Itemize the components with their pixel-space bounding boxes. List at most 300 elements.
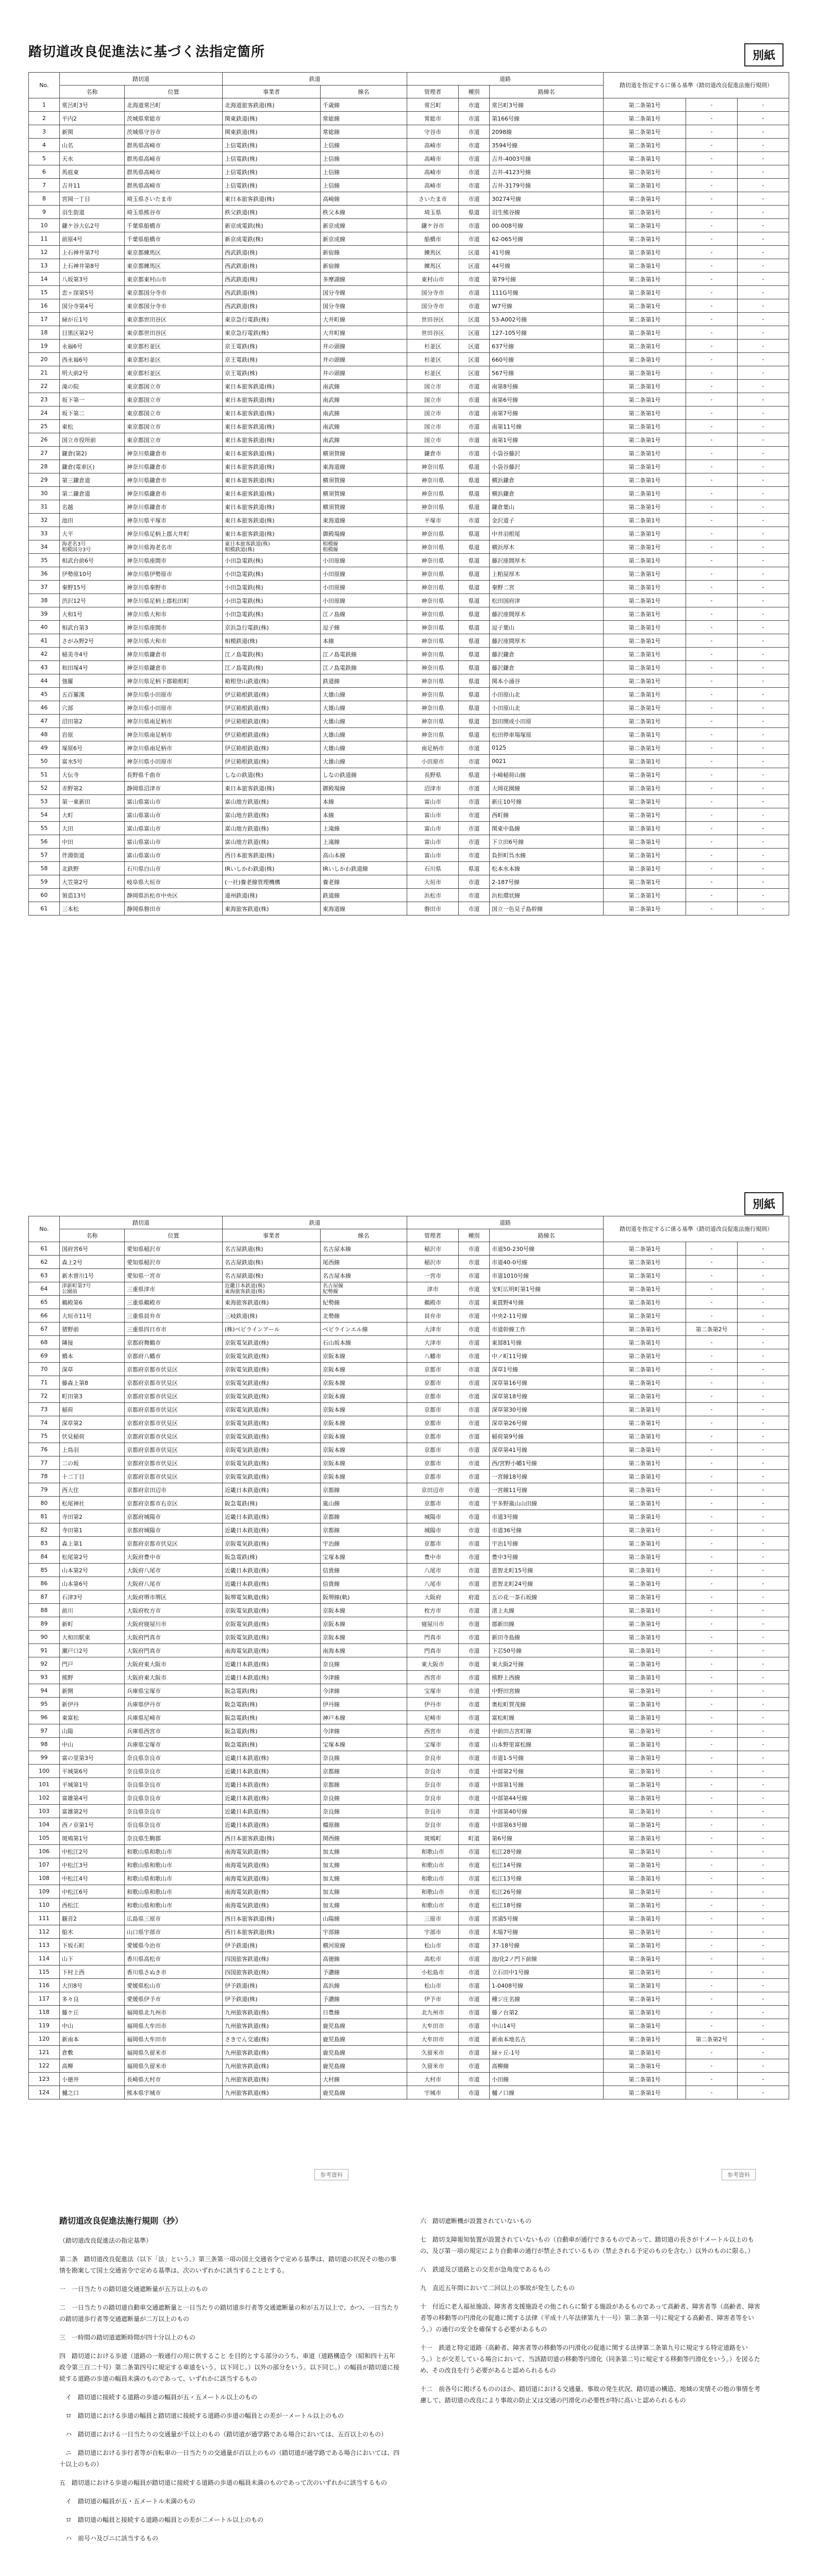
attachment-tag: 別紙 [744,1192,783,1215]
cell-operator: 上信電鉄(株) [223,165,321,179]
cell-route: 秦野二宮 [490,581,604,594]
cell-name: 西大住 [60,1483,125,1497]
cell-basis-2: - [686,152,738,165]
table-row [29,1456,789,1470]
cell-basis-3: - [738,1617,789,1631]
cell-no: 28 [29,460,60,473]
cell-basis-1: 第二条第1号 [604,1671,686,1684]
cell-line: 関西線 [321,1832,407,1845]
cell-basis-3: - [738,1711,789,1724]
cell-basis-2: - [686,420,738,433]
table-row [29,875,789,889]
cell-route: 新田寺島線 [490,1631,604,1644]
cell-location: 京都府京都市伏見区 [125,1470,223,1483]
cell-route: 松江14号線 [490,1858,604,1872]
table-row [29,822,789,835]
cell-operator: 伊予鉄道(株) [223,1939,321,1952]
cell-no: 23 [29,393,60,406]
cell-name: 東富松 [60,1711,125,1724]
cell-manager: 城陽市 [407,1510,459,1523]
cell-basis-3: - [738,259,789,273]
cell-location: 愛知県稲沢市 [125,1256,223,1269]
cell-name: 中松江6号 [60,1885,125,1899]
cell-line: 上信線 [321,139,407,152]
reference-note-left: 参考資料 [314,2169,348,2180]
cell-location: 富山県富山市 [125,795,223,808]
cell-basis-3: - [738,1832,789,1845]
cell-location: 京都府京都市右京区 [125,1497,223,1510]
rule-paragraph: 四 踏切道における歩道（道路の一般通行の用に供すること を目的とする部分のうち、車道（道路構造令（昭和四十五年政令第三百二十号）第二条第四号に規定する車道をいう。以下同じ。）以外の部分をいう。以下同じ。）の幅員が踏切道に接続する道路の歩道の幅員未満のものであって、いずれかに該当するもの [59,2352,400,2382]
cell-route: 藤沢鎌倉 [490,648,604,661]
cell-manager: 神奈川県 [407,554,459,567]
cell-name: 大和田駅東 [60,1631,125,1644]
header-no: No. [29,1216,60,1242]
cell-no: 86 [29,1577,60,1590]
cell-line: 上信線 [321,165,407,179]
cell-basis-3: - [738,1925,789,1939]
reference-note-right: 参考資料 [722,2169,756,2180]
cell-line: 京都線 [321,1765,407,1778]
cell-no: 16 [29,299,60,313]
cell-basis-3: - [738,701,789,715]
cell-route: 中部第1号線 [490,1778,604,1791]
cell-route: 五の花一茶石坂線 [490,1590,604,1604]
table-row [29,1724,789,1738]
cell-route: 市道1-5号線 [490,1751,604,1765]
cell-manager: 大津市 [407,1323,459,1336]
cell-kind: 市道 [459,1497,490,1510]
cell-name: 大笠第2号 [60,875,125,889]
cell-location: 千葉県船橋市 [125,219,223,232]
cell-kind: 市道 [459,1376,490,1389]
cell-basis-3: - [738,808,789,822]
cell-no: 117 [29,1992,60,2006]
cell-manager: 神奈川県 [407,473,459,487]
cell-location: 和歌山県和歌山市 [125,1858,223,1872]
cell-basis-2: - [686,1242,738,1256]
cell-operator: 近畿日本鉄道(株) [223,1791,321,1805]
cell-no: 1 [29,98,60,112]
cell-name: 赤野第2 [60,782,125,795]
cell-basis-2: - [686,674,738,688]
cell-route: 中井羽根尾 [490,527,604,540]
header-basis: 踏切道を指定するに係る基準（踏切道改良促進法施行規則） [604,73,789,98]
cell-basis-2: - [686,2019,738,2032]
rule-paragraph: 二 一日当たりの踏切道自動車交通遮断量と一日当たりの踏切道歩行者等交通遮断量の和が五万以上で、かつ、一日当たりの踏切道歩行者等交通遮断量が二万以上のもの [59,2304,399,2323]
cell-basis-2: - [686,2073,738,2086]
cell-line: 名古屋本線 [321,1242,407,1256]
cell-line: 養老線 [321,875,407,889]
cell-basis-3: - [738,353,789,366]
cell-basis-2: - [686,1577,738,1590]
cell-line: 横須賀線 [321,447,407,460]
cell-basis-2: - [686,447,738,460]
cell-kind: 県道 [459,701,490,715]
cell-kind: 市道 [459,2086,490,2099]
cell-basis-1: 第二条第1号 [604,165,686,179]
cell-basis-2: - [686,487,738,500]
cell-manager: 鎌ケ谷市 [407,219,459,232]
cell-manager: 奈良市 [407,1751,459,1765]
cell-basis-1: 第二条第1号 [604,849,686,862]
cell-line: 上滝線 [321,835,407,849]
cell-no: 20 [29,353,60,366]
cell-manager: 杉並区 [407,340,459,353]
cell-basis-1: 第二条第1号 [604,1912,686,1925]
cell-route: 下立田6号線 [490,835,604,849]
table-row [29,1242,789,1256]
cell-no: 38 [29,594,60,607]
cell-kind: 市道 [459,2059,490,2073]
cell-basis-3: - [738,1389,789,1403]
cell-route: 緑ヶ丘-1号 [490,2046,604,2059]
cell-operator: 伊豆箱根鉄道(株) [223,701,321,715]
cell-no: 19 [29,340,60,353]
cell-basis-3: - [738,1818,789,1832]
cell-kind: 市道 [459,125,490,139]
cell-route: 奥松町賀茂線 [490,1698,604,1711]
cell-route: 国立一色見子島幹線 [490,902,604,916]
cell-basis-3: - [738,1979,789,1992]
cell-location: 京都府八幡市 [125,1349,223,1363]
cell-route: 30274号線 [490,192,604,206]
cell-manager: 北九州市 [407,2006,459,2019]
cell-operator: 伊豆箱根鉄道(株) [223,741,321,755]
cell-name: 新町 [60,1617,125,1631]
cell-location: 東京都練馬区 [125,259,223,273]
cell-manager: 八尾市 [407,1564,459,1577]
cell-basis-1: 第二条第1号 [604,1644,686,1657]
table-row [29,1832,789,1845]
cell-name: 瀬戸口2号 [60,1644,125,1657]
cell-name: 明大前2号 [60,366,125,380]
cell-kind: 市道 [459,1523,490,1537]
cell-basis-3: - [738,1698,789,1711]
cell-basis-3: - [738,1778,789,1791]
cell-basis-3: - [738,165,789,179]
cell-basis-3: - [738,1858,789,1872]
cell-route: 53-A002号線 [490,313,604,326]
cell-basis-1: 第二条第1号 [604,1979,686,1992]
cell-basis-3: - [738,2059,789,2073]
cell-operator: 西日本旅客鉄道(株) [223,1925,321,1939]
cell-name: 松尾神社 [60,1497,125,1510]
cell-kind: 市道 [459,1416,490,1430]
cell-basis-1: 第二条第1号 [604,232,686,246]
table-row [29,165,789,179]
cell-no: 37 [29,581,60,594]
table-row [29,755,789,768]
cell-basis-1: 第二条第1号 [604,1952,686,1965]
cell-route: 南第8号線 [490,380,604,393]
cell-name: 山名 [60,139,125,152]
cell-operator: 伊予鉄道(株) [223,1979,321,1992]
header-railway: 鉄道 [223,1216,407,1229]
cell-basis-2: - [686,527,738,540]
cell-manager: 神奈川県 [407,540,459,554]
cell-line: 本線 [321,795,407,808]
rule-paragraph: 八 鉄道及び道路との交差が急角度であるもの [420,2266,551,2273]
cell-no: 53 [29,795,60,808]
cell-location: 神奈川県足柄上郡大井町 [125,527,223,540]
cell-kind: 県道 [459,648,490,661]
cell-operator: 阪急電鉄(株) [223,1497,321,1510]
cell-no: 8 [29,192,60,206]
cell-no: 63 [29,1269,60,1282]
cell-location: 茨城県常総市 [125,112,223,125]
cell-route: 新南本地名古 [490,2032,604,2046]
cell-line: 大井町線 [321,326,407,340]
cell-location: 茨城県守谷市 [125,125,223,139]
cell-name: 新南本 [60,2032,125,2046]
cell-basis-1: 第二条第1号 [604,795,686,808]
cell-basis-2: - [686,594,738,607]
cell-no: 103 [29,1805,60,1818]
cell-basis-3: - [738,1376,789,1389]
cell-basis-2: - [686,433,738,447]
rule-paragraph: ロ 踏切道における歩道の幅員と踏切道に接続する道路の歩道の幅員との差が一メートル以上のもの [59,2412,344,2419]
cell-route: 深草第18号線 [490,1389,604,1403]
cell-operator: 西武鉄道(株) [223,259,321,273]
cell-basis-3: - [738,661,789,674]
cell-basis-1: 第二条第1号 [604,1845,686,1858]
cell-route: 宇多野嵐山山田線 [490,1497,604,1510]
cell-basis-1: 第二条第1号 [604,728,686,741]
cell-manager: 石川県 [407,862,459,875]
cell-basis-3: - [738,1657,789,1671]
cell-manager: 寝屋川市 [407,1617,459,1631]
cell-no: 31 [29,500,60,514]
cell-location: 愛媛県今治市 [125,1939,223,1952]
cell-kind: 市道 [459,1698,490,1711]
cell-basis-2: - [686,1604,738,1617]
cell-line: 北勢線 [321,1309,407,1323]
cell-route: 市道50-230号線 [490,1242,604,1256]
cell-location: 大阪府寝屋川市 [125,1617,223,1631]
table-row [29,98,789,112]
cell-route: 羽生熊谷線 [490,206,604,219]
cell-basis-1: 第二条第1号 [604,1269,686,1282]
cell-manager: 神奈川県 [407,648,459,661]
cell-no: 6 [29,165,60,179]
cell-manager: 門真市 [407,1631,459,1644]
cell-kind: 県道 [459,206,490,219]
cell-basis-2: - [686,1845,738,1858]
cell-kind: 市道 [459,889,490,902]
cell-name: 町田第3 [60,1389,125,1403]
cell-basis-3: - [738,2046,789,2059]
cell-basis-1: 第二条第1号 [604,1256,686,1269]
cell-manager: 大村市 [407,2073,459,2086]
cell-line: 大雄山線 [321,701,407,715]
cell-operator: 南海電気鉄道(株) [223,1899,321,1912]
cell-manager: 世田谷区 [407,326,459,340]
cell-line: 横河原線 [321,1939,407,1952]
cell-operator: 京阪電気鉄道(株) [223,1336,321,1349]
cell-name: 中松江3号 [60,1858,125,1872]
cell-line: 江ノ島電鉄線 [321,661,407,674]
cell-name: 稲美寺4号 [60,648,125,661]
cell-basis-3: - [738,152,789,165]
cell-name: 大垣市11号 [60,1309,125,1323]
table-row [29,1912,789,1925]
cell-name: 緑が丘1号 [60,313,125,326]
cell-basis-3: - [738,1550,789,1564]
cell-basis-1: 第二条第1号 [604,1497,686,1510]
cell-no: 121 [29,2046,60,2059]
cell-operator: 近畿日本鉄道(株) [223,1523,321,1537]
cell-basis-3: - [738,634,789,648]
table-row [29,313,789,326]
table-row [29,179,789,192]
cell-basis-1: 第二条第1号 [604,701,686,715]
cell-no: 113 [29,1939,60,1952]
cell-line: 高山本線 [321,849,407,862]
cell-basis-1: 第二条第1号 [604,1832,686,1845]
cell-basis-1: 第二条第1号 [604,1698,686,1711]
cell-no: 58 [29,862,60,875]
cell-basis-1: 第二条第1号 [604,1778,686,1791]
cell-basis-1: 第二条第1号 [604,406,686,420]
cell-basis-2: - [686,701,738,715]
cell-basis-3: - [738,1939,789,1952]
cell-no: 2 [29,112,60,125]
cell-kind: 市道 [459,2046,490,2059]
cell-basis-1: 第二条第1号 [604,1349,686,1363]
cell-manager: 神奈川県 [407,581,459,594]
cell-no: 78 [29,1470,60,1483]
cell-line: 京都線 [321,1778,407,1791]
cell-kind: 市道 [459,393,490,406]
cell-operator: 京阪電気鉄道(株) [223,1430,321,1443]
cell-operator: 阪急電鉄(株) [223,1711,321,1724]
cell-name: 大町 [60,808,125,822]
cell-manager: 久留米市 [407,2059,459,2073]
cell-basis-3: - [738,1564,789,1577]
cell-manager: 長野県 [407,768,459,782]
table-row [29,500,789,514]
cell-basis-3: - [738,822,789,835]
cell-basis-1: 第二条第1号 [604,1899,686,1912]
cell-line: 高徳線 [321,1952,407,1965]
cell-manager: 平塚市 [407,514,459,527]
cell-location: 神奈川県小田原市 [125,701,223,715]
cell-location: 大阪府門真市 [125,1631,223,1644]
cell-operator: 東日本旅客鉄道(株) [223,380,321,393]
cell-kind: 市道 [459,299,490,313]
cell-operator: 四国旅客鉄道(株) [223,1952,321,1965]
cell-no: 62 [29,1256,60,1269]
header-route: 路線名 [490,1229,604,1242]
cell-no: 96 [29,1711,60,1724]
cell-no: 17 [29,313,60,326]
cell-line: 上信線 [321,179,407,192]
cell-basis-1: 第二条第1号 [604,1577,686,1590]
cell-kind: 市道 [459,1282,490,1296]
cell-operator: 九州旅客鉄道(株) [223,2086,321,2099]
cell-basis-3: - [738,1296,789,1309]
cell-operator: 近畿日本鉄道(株) [223,1778,321,1791]
cell-operator: 四国旅客鉄道(株) [223,1965,321,1979]
cell-basis-3: - [738,1724,789,1738]
cell-operator: IRいしかわ鉄道(株) [223,862,321,875]
cell-name: 名越 [60,500,125,514]
cell-basis-1: 第二条第1号 [604,567,686,581]
cell-name: 山本第6号 [60,1577,125,1590]
cell-basis-2: - [686,192,738,206]
cell-line: 新宿線 [321,259,407,273]
cell-line: 鹿児島線 [321,2086,407,2099]
cell-name: 橋本 [60,1349,125,1363]
cell-name: 上石神井第7号 [60,246,125,259]
cell-route: 小袋谷藤沢 [490,460,604,473]
cell-basis-2: - [686,353,738,366]
cell-basis-3: - [738,1631,789,1644]
cell-manager: 京都市 [407,1363,459,1376]
table-row [29,380,789,393]
cell-no: 108 [29,1872,60,1885]
cell-basis-3: - [738,849,789,862]
cell-operator: 富山地方鉄道(株) [223,795,321,808]
cell-kind: 府道 [459,1590,490,1604]
cell-basis-2: - [686,554,738,567]
cell-line: 新京成線 [321,232,407,246]
cell-no: 39 [29,607,60,621]
cell-basis-3: - [738,1523,789,1537]
cell-basis-3: - [738,2086,789,2099]
cell-basis-2: - [686,246,738,259]
table-row [29,1349,789,1363]
cell-line: 予讃線 [321,1965,407,1979]
cell-basis-2: - [686,822,738,835]
table-row [29,634,789,648]
table-row [29,393,789,406]
table-row [29,1899,789,1912]
cell-location: 福岡県久留米市 [125,2059,223,2073]
cell-name: 池田 [60,514,125,527]
cell-no: 89 [29,1617,60,1631]
cell-basis-2: - [686,607,738,621]
cell-basis-3: - [738,514,789,527]
cell-basis-1: 第二条第1号 [604,2086,686,2099]
cell-kind: 県道 [459,567,490,581]
cell-operator: 新京成電鉄(株) [223,232,321,246]
cell-basis-2: - [686,1671,738,1684]
table-row [29,1550,789,1564]
cell-basis-3: - [738,1684,789,1698]
cell-operator: 京阪電気鉄道(株) [223,1456,321,1470]
cell-basis-2: - [686,406,738,420]
cell-name: 大平 [60,527,125,540]
table-row [29,889,789,902]
cell-line: 常総線 [321,125,407,139]
rule-paragraph: 十一 鉄道と特定道路（高齢者、障害者等の移動等の円滑化の促進に関する法律第二条第九号に規定する特定道路をいう。）とが交差している場合において、当該踏切道の移動等円滑化（同条第二号に規定する移動等円滑化をいう。）を図るため、その改良を行う必要があると認められるもの [420,2344,760,2374]
cell-name: 伴淵街道 [60,849,125,862]
table-row [29,1470,789,1483]
cell-kind: 市道 [459,1389,490,1403]
cell-name: 坂下第一 [60,393,125,406]
cell-line: 南武線 [321,406,407,420]
cell-basis-2: - [686,1403,738,1416]
table-row [29,192,789,206]
cell-no: 44 [29,674,60,688]
cell-kind: 市道 [459,1296,490,1309]
cell-location: 東京都国分寺市 [125,286,223,299]
cell-route: 松江26号線 [490,1885,604,1899]
cell-operator: 東京急行電鉄(株) [223,326,321,340]
cell-name: 渋沢12号 [60,594,125,607]
cell-basis-3: - [738,1765,789,1778]
